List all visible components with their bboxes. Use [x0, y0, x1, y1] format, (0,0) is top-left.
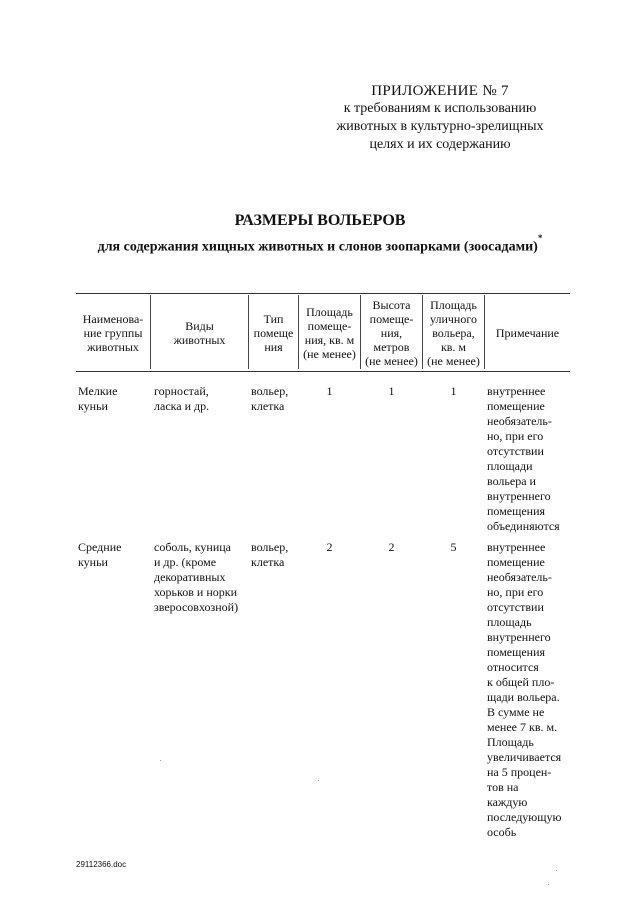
header-text: Наименова- [82, 312, 144, 326]
cell-text: к общей пло- [487, 675, 555, 689]
header-text: ния [264, 340, 283, 354]
header-text: Площадь [306, 305, 353, 319]
cell-text: куньи [78, 555, 108, 569]
header-text: животных [173, 333, 226, 347]
cell-text: необязатель- [487, 570, 552, 584]
cell-text: Мелкие [78, 384, 118, 398]
header-text: ния, кв. м [304, 333, 355, 347]
cell-text: внутреннего [487, 630, 551, 644]
appendix-heading [300, 82, 580, 154]
table-row-2-height: 2 [388, 540, 395, 554]
document-subtitle [0, 233, 640, 256]
header-height [361, 296, 422, 370]
cell-text: последующую [487, 810, 562, 824]
table-top-rule [76, 293, 570, 294]
header-type [249, 296, 298, 370]
table-row-2-type [251, 540, 301, 570]
cell-text: увеличивается [487, 750, 562, 764]
table-row-2-outdoor: 5 [450, 540, 457, 554]
cell-text: помещение [487, 399, 545, 413]
cell-text: внутреннее [487, 540, 546, 554]
cell-text: внутреннего [487, 489, 551, 503]
table-row-1-type [251, 384, 301, 414]
header-text: (не менее) [303, 347, 356, 361]
cell-text: вольер, [251, 540, 289, 554]
table-row-1-note [487, 384, 571, 534]
cell-text: менее 7 кв. м. [487, 720, 558, 734]
cell-text: отсутствии [487, 444, 544, 458]
cell-text: куньи [78, 399, 108, 413]
table-row-1-area: 1 [326, 384, 333, 398]
cell-text: и др. (кроме [154, 555, 217, 569]
table-row-2-area: 2 [326, 540, 333, 554]
cell-text: помещения [487, 504, 546, 518]
header-note [485, 296, 570, 370]
appendix-line: целях и их содержанию [369, 137, 511, 152]
cell-text: декоративных [154, 570, 226, 584]
cell-text: хорьков и норки [154, 585, 237, 599]
header-text: (не менее) [427, 354, 480, 368]
table-row-2-note [487, 540, 571, 840]
cell-text: объединяются [487, 519, 560, 533]
header-text: ния, [380, 326, 403, 340]
header-text: ние группы [83, 326, 143, 340]
header-species [151, 296, 248, 370]
cell-text: но, при его [487, 585, 544, 599]
header-outdoor [423, 296, 484, 370]
cell-text: Площадь [487, 735, 534, 749]
cell-text: щади вольера. [487, 690, 560, 704]
document-subtitle-text: для содержания хищных животных и слонов зоопарками (зоосадами) [97, 239, 538, 255]
appendix-line: к требованиям к использованию [343, 101, 537, 116]
cell-text: относится [487, 660, 539, 674]
header-text: помеще [253, 326, 294, 340]
table-row-2-species [154, 540, 250, 615]
appendix-line: животных в культурно-зрелищных [336, 119, 544, 134]
cell-text: отсутствии [487, 600, 544, 614]
header-text: Высота [372, 298, 411, 312]
header-text: Виды [185, 319, 214, 333]
table-row-1-group [78, 384, 148, 414]
header-text: помеще- [307, 319, 352, 333]
cell-text: вольер, [251, 384, 289, 398]
cell-text: соболь, куница [154, 540, 231, 554]
header-area [299, 296, 360, 370]
header-text: уличного [430, 312, 477, 326]
table-header-bottom-rule [76, 371, 570, 372]
header-group [76, 296, 150, 370]
footnote-mark: * [537, 233, 543, 243]
cell-text: вольера и [487, 474, 536, 488]
appendix-title: ПРИЛОЖЕНИЕ № 7 [371, 83, 509, 99]
cell-text: зверосовхозной) [154, 600, 239, 614]
scan-speck [160, 760, 161, 761]
cell-text: площади [487, 459, 533, 473]
cell-text: В сумме не [487, 705, 545, 719]
header-text: помеще- [369, 312, 414, 326]
cell-text: тов на [487, 780, 519, 794]
scan-speck [548, 884, 549, 885]
document-title: РАЗМЕРЫ ВОЛЬЕРОВ [234, 212, 406, 229]
cell-text: помещение [487, 555, 545, 569]
scan-speck [318, 780, 319, 781]
header-text: Примечание [495, 326, 560, 340]
cell-text: особь [487, 825, 517, 839]
table-row-2-group [78, 540, 148, 570]
header-text: (не менее) [365, 354, 418, 368]
header-text: животных [87, 340, 139, 354]
header-text: вольера, [432, 326, 475, 340]
cell-text: площадь [487, 615, 532, 629]
header-text: Тип [263, 312, 284, 326]
scan-speck [556, 870, 557, 871]
table-row-1-species [154, 384, 248, 414]
cell-text: горностай, [154, 384, 209, 398]
table-row-1-height: 1 [388, 384, 395, 398]
cell-text: но, при его [487, 429, 544, 443]
cell-text: необязатель- [487, 414, 552, 428]
cell-text: ласка и др. [154, 399, 210, 413]
cell-text: клетка [251, 555, 285, 569]
header-text: кв. м [440, 340, 467, 354]
cell-text: на 5 процен- [487, 765, 552, 779]
cell-text: каждую [487, 795, 528, 809]
header-text: Площадь [430, 298, 477, 312]
table-row-1-outdoor: 1 [450, 384, 457, 398]
footer-filename: 29112366.doc [76, 860, 127, 869]
header-text: метров [373, 340, 410, 354]
cell-text: помещения [487, 645, 546, 659]
cell-text: внутреннее [487, 384, 546, 398]
cell-text: Средние [78, 540, 122, 554]
cell-text: клетка [251, 399, 285, 413]
